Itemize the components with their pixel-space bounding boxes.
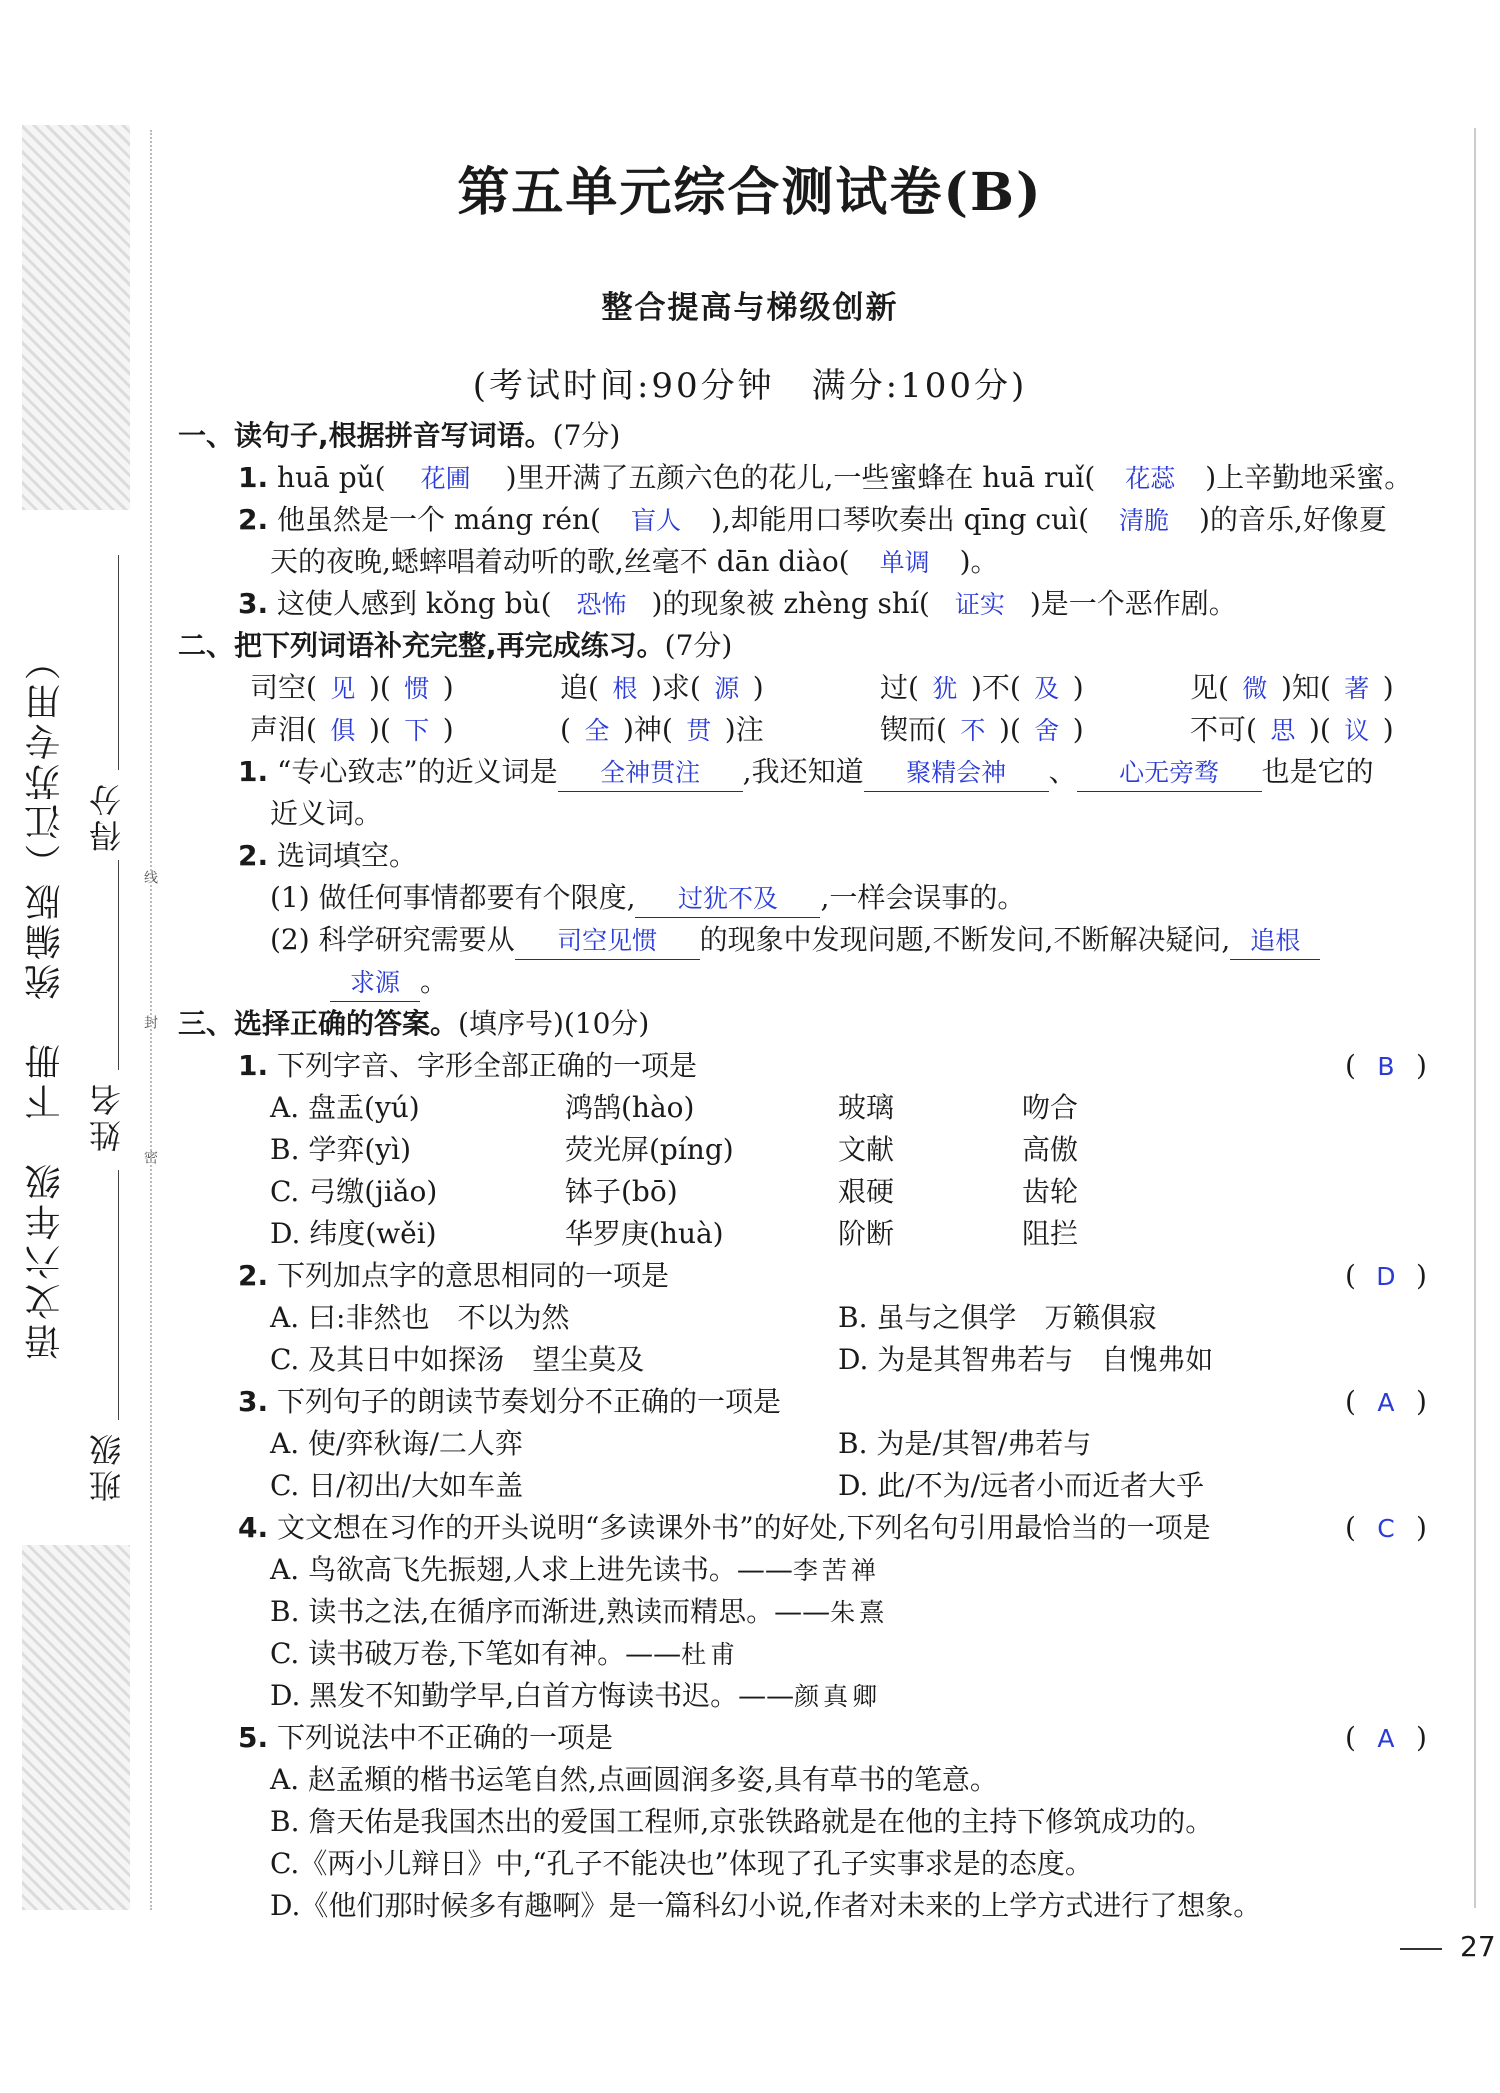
option-text: B. 读书之法,在循序而渐进,熟读而精思。—— xyxy=(270,1595,831,1628)
idiom-text: ) xyxy=(1072,671,1084,704)
section1-heading xyxy=(178,418,620,454)
section3-points: (填序号)(10分) xyxy=(458,1007,650,1040)
option-item: 荧光屏(píng) xyxy=(565,1133,734,1166)
idiom-answer[interactable]: 舍 xyxy=(1034,716,1060,745)
answer-field[interactable]: 盲人 xyxy=(630,506,681,535)
s1-q3 xyxy=(238,586,1237,623)
q-text: )。 xyxy=(959,545,999,578)
idiom-text: )( xyxy=(1308,713,1331,746)
sidebar-book-info: 语文六年级 下册 统编版（江苏专用） xyxy=(25,640,66,1360)
idiom-answer[interactable]: 见 xyxy=(330,674,356,703)
s3-q3-stem xyxy=(238,1384,781,1420)
q-text: )的音乐,好像夏 xyxy=(1199,503,1387,536)
option-item: 鸿鹄(hào) xyxy=(565,1091,695,1124)
option-item: 齿轮 xyxy=(1022,1175,1079,1208)
option-item: 玻璃 xyxy=(838,1091,895,1124)
q-number: 2. xyxy=(238,1259,269,1292)
q-text: ,一样会误事的。 xyxy=(820,881,1026,914)
option-d[interactable]: D. 为是其智弗若与 自愧弗如 xyxy=(838,1343,1214,1376)
option-c[interactable] xyxy=(270,1636,739,1673)
option-d[interactable]: D.《他们那时候多有趣啊》是一篇科幻小说,作者对未来的上学方式进行了想象。 xyxy=(270,1889,1262,1922)
q-text: )是一个恶作剧。 xyxy=(1029,587,1237,620)
idiom-text: ) xyxy=(1382,671,1394,704)
sidebar-class-label: 班级 xyxy=(88,1430,126,1502)
s2-q2-1 xyxy=(270,880,1025,918)
option-a[interactable]: A. 使/弈秋诲/二人弈 xyxy=(270,1427,523,1460)
page-title: 第五单元综合测试卷(B) xyxy=(457,162,1043,223)
q-number: 1. xyxy=(238,461,269,494)
bracket-close: ) xyxy=(1415,1049,1427,1082)
q-number: 3. xyxy=(238,587,269,620)
idiom-text: 锲而( xyxy=(880,713,947,746)
idiom-text: )注 xyxy=(724,713,764,746)
option-author: 颜真卿 xyxy=(794,1682,882,1711)
q-text: 这使人感到 kǒng bù( xyxy=(277,587,552,620)
option-item: 文献 xyxy=(838,1133,895,1166)
answer-blank[interactable]: 追根 xyxy=(1230,923,1320,960)
option-c[interactable]: C. 弓缴(jiǎo) xyxy=(270,1175,438,1208)
q-text: huā pǔ( xyxy=(277,461,386,494)
q-text: (1) 做任何事情都要有个限度, xyxy=(270,881,636,914)
s3-q4-answer xyxy=(1345,1510,1427,1547)
bracket-close: ) xyxy=(1415,1259,1427,1292)
bracket-open: ( xyxy=(1345,1721,1356,1754)
answer-blank[interactable]: 司空见惯 xyxy=(515,923,700,960)
option-a[interactable]: A. 盘盂(yú) xyxy=(270,1091,420,1124)
bracket-open: ( xyxy=(1345,1511,1356,1544)
s3-q4-stem xyxy=(238,1510,1211,1546)
answer-blank[interactable]: 全神贯注 xyxy=(558,755,743,792)
idiom-text: 不可( xyxy=(1190,713,1257,746)
idiom-text: 过( xyxy=(880,671,919,704)
q-text: 天的夜晚,蟋蟀唱着动听的歌,丝毫不 dān diào( xyxy=(270,545,850,578)
option-text: A. 鸟欲高飞先振翅,人求上进先读书。—— xyxy=(270,1553,793,1586)
q-text: 。 xyxy=(420,965,449,998)
idiom-answer[interactable]: 及 xyxy=(1034,674,1060,703)
s1-q2-cont xyxy=(270,544,999,581)
idiom-answer[interactable]: 俱 xyxy=(330,716,356,745)
answer-blank[interactable]: 心无旁骛 xyxy=(1077,755,1262,792)
answer-choice[interactable]: B xyxy=(1377,1052,1395,1081)
idiom-text: ) xyxy=(752,671,764,704)
idiom-item xyxy=(880,712,1084,749)
bracket-open: ( xyxy=(1345,1259,1356,1292)
s2-q2-2 xyxy=(270,922,1320,960)
option-d[interactable]: D. 此/不为/远者小而近者大乎 xyxy=(838,1469,1205,1502)
option-item: 阻拦 xyxy=(1022,1217,1079,1250)
idiom-text: ) xyxy=(442,671,454,704)
option-item: 阶断 xyxy=(838,1217,895,1250)
idiom-text: ) xyxy=(442,713,454,746)
idiom-text: 见( xyxy=(1190,671,1229,704)
idiom-item xyxy=(560,670,764,707)
sidebar-pattern-bottom xyxy=(22,1545,130,1910)
q-text: )的现象被 zhèng shí( xyxy=(651,587,930,620)
sidebar-name-label: 姓名 xyxy=(88,1080,126,1152)
idiom-item xyxy=(880,670,1084,707)
idiom-text: 追( xyxy=(560,671,599,704)
s2-q1 xyxy=(238,754,1374,792)
s3-q1-stem xyxy=(238,1048,697,1084)
idiom-answer[interactable]: 根 xyxy=(612,674,638,703)
page-subtitle: 整合提高与梯级创新 xyxy=(601,290,899,326)
idiom-answer[interactable]: 贯 xyxy=(686,716,712,745)
option-item: 艰硬 xyxy=(838,1175,895,1208)
idiom-item xyxy=(1190,670,1394,707)
section1-title: 一、读句子,根据拼音写词语。 xyxy=(178,419,553,452)
idiom-text: ) xyxy=(1382,713,1394,746)
option-c[interactable]: C. 及其日中如探汤 望尘莫及 xyxy=(270,1343,645,1376)
answer-choice[interactable]: A xyxy=(1377,1724,1395,1753)
idiom-answer[interactable]: 思 xyxy=(1270,716,1296,745)
option-author: 李苦禅 xyxy=(792,1556,880,1585)
answer-field[interactable]: 证实 xyxy=(954,590,1005,619)
option-item: 高傲 xyxy=(1022,1133,1079,1166)
bracket-close: ) xyxy=(1415,1385,1427,1418)
q-text: ,我还知道 xyxy=(742,755,864,788)
idiom-text: )( xyxy=(368,713,391,746)
idiom-text: )不( xyxy=(970,671,1021,704)
s3-q5-stem xyxy=(238,1720,613,1756)
s3-q1-answer xyxy=(1345,1048,1427,1085)
q-text: ),却能用口琴吹奏出 qīng cuì( xyxy=(710,503,1090,536)
s3-q2-answer xyxy=(1345,1258,1427,1295)
q-text: 下列加点字的意思相同的一项是 xyxy=(277,1259,670,1292)
option-b[interactable]: B. 学弈(yì) xyxy=(270,1133,411,1166)
bracket-close: ) xyxy=(1415,1721,1427,1754)
q-text: 、 xyxy=(1048,755,1077,788)
idiom-answer[interactable]: 议 xyxy=(1344,716,1370,745)
q-text: “专心致志”的近义词是 xyxy=(277,755,558,788)
option-item: 华罗庚(huà) xyxy=(565,1217,724,1250)
option-text: C. 读书破万卷,下笔如有神。—— xyxy=(270,1637,682,1670)
q-number: 2. xyxy=(238,503,269,536)
section3-heading xyxy=(178,1006,649,1042)
section1-points: (7分) xyxy=(552,419,621,452)
s3-q3-answer xyxy=(1345,1384,1427,1421)
s3-q5-answer xyxy=(1345,1720,1427,1757)
s1-q2 xyxy=(238,502,1387,539)
q-text: 也是它的 xyxy=(1261,755,1374,788)
option-item: 钵子(bō) xyxy=(565,1175,678,1208)
q-number: 1. xyxy=(238,1049,269,1082)
option-a[interactable]: A. 赵孟頫的楷书运笔自然,点画圆润多姿,具有草书的笔意。 xyxy=(270,1763,998,1796)
answer-choice[interactable]: D xyxy=(1376,1262,1396,1291)
section2-title: 二、把下列词语补充完整,再完成练习。 xyxy=(178,629,665,662)
answer-choice[interactable]: A xyxy=(1377,1388,1395,1417)
option-b[interactable] xyxy=(270,1594,888,1631)
q-number: 1. xyxy=(238,755,269,788)
answer-choice[interactable]: C xyxy=(1377,1514,1395,1543)
idiom-text: )( xyxy=(368,671,391,704)
idiom-item xyxy=(250,712,454,749)
idiom-answer[interactable]: 不 xyxy=(960,716,986,745)
q-text: 他虽然是一个 máng rén( xyxy=(277,503,601,536)
answer-field[interactable]: 花圃 xyxy=(420,464,471,493)
idiom-item xyxy=(250,670,454,707)
idiom-answer[interactable]: 下 xyxy=(404,716,430,745)
answer-field[interactable]: 单调 xyxy=(879,548,930,577)
q-text: 下列句子的朗读节奏划分不正确的一项是 xyxy=(277,1385,782,1418)
page-number: 27 xyxy=(1460,1930,1496,1963)
idiom-text: 声泪( xyxy=(250,713,317,746)
idiom-text: ( xyxy=(560,713,571,746)
option-d[interactable]: D. 纬度(wěi) xyxy=(270,1217,437,1250)
idiom-text: )知( xyxy=(1280,671,1331,704)
seal-mark-dense: 密 xyxy=(142,1150,158,1164)
q-text: )里开满了五颜六色的花儿,一些蜜蜂在 huā ruǐ( xyxy=(505,461,1096,494)
q-text: 的现象中发现问题,不断发问,不断解决疑问, xyxy=(699,923,1231,956)
idiom-item xyxy=(1190,712,1394,749)
idiom-text: )( xyxy=(998,713,1021,746)
s2-q1-cont: 近义词。 xyxy=(270,797,383,830)
idiom-text: )求( xyxy=(650,671,701,704)
option-c[interactable]: C. 日/初出/大如车盖 xyxy=(270,1469,524,1502)
option-b[interactable]: B. 为是/其智/弗若与 xyxy=(838,1427,1092,1460)
bracket-open: ( xyxy=(1345,1385,1356,1418)
option-a[interactable] xyxy=(270,1552,880,1589)
s2-q2-2-cont xyxy=(330,964,448,1002)
sidebar-score-label: 得分 xyxy=(88,780,126,852)
q-number: 4. xyxy=(238,1511,269,1544)
class-line xyxy=(118,1170,119,1420)
section3-title: 三、选择正确的答案。 xyxy=(178,1007,459,1040)
section2-points: (7分) xyxy=(664,629,733,662)
q-number: 3. xyxy=(238,1385,269,1418)
score-line xyxy=(118,555,119,770)
option-d[interactable] xyxy=(270,1678,881,1715)
option-b[interactable]: B. 虽与之俱学 万籁俱寂 xyxy=(838,1301,1157,1334)
q-text: )上辛勤地采蜜。 xyxy=(1205,461,1413,494)
option-author: 杜甫 xyxy=(681,1640,740,1669)
page-number-dash xyxy=(1400,1948,1442,1950)
q-text: 文文想在习作的开头说明“多读课外书”的好处,下列名句引用最恰当的一项是 xyxy=(277,1511,1211,1544)
option-author: 朱熹 xyxy=(830,1598,889,1627)
idiom-answer[interactable]: 犹 xyxy=(932,674,958,703)
option-text: D. 黑发不知勤学早,白首方悔读书迟。—— xyxy=(270,1679,795,1712)
idiom-answer[interactable]: 惯 xyxy=(404,674,430,703)
option-b[interactable]: B. 詹天佑是我国杰出的爱国工程师,京张铁路就是在他的主持下修筑成功的。 xyxy=(270,1805,1214,1838)
q-text: 下列说法中不正确的一项是 xyxy=(277,1721,614,1754)
option-a[interactable]: A. 曰:非然也 不以为然 xyxy=(270,1301,570,1334)
idiom-text: ) xyxy=(1072,713,1084,746)
option-c[interactable]: C.《两小儿辩日》中,“孔子不能决也”体现了孔子实事求是的态度。 xyxy=(270,1847,1093,1880)
idiom-answer[interactable]: 著 xyxy=(1344,674,1370,703)
q-text: 下列字音、字形全部正确的一项是 xyxy=(277,1049,698,1082)
seal-mark-line: 线 xyxy=(142,870,158,884)
section2-heading xyxy=(178,628,732,664)
name-line xyxy=(118,860,119,1070)
answer-blank[interactable]: 求源 xyxy=(330,965,420,1002)
s2-q2 xyxy=(238,838,417,874)
bracket-close: ) xyxy=(1415,1511,1427,1544)
idiom-text: 司空( xyxy=(250,671,317,704)
idiom-answer[interactable]: 微 xyxy=(1242,674,1268,703)
answer-field[interactable]: 花蕊 xyxy=(1125,464,1176,493)
idiom-answer[interactable]: 全 xyxy=(584,716,610,745)
answer-field[interactable]: 清脆 xyxy=(1119,506,1170,535)
answer-blank[interactable]: 过犹不及 xyxy=(635,881,820,918)
q-text: (2) 科学研究需要从 xyxy=(270,923,515,956)
q-number: 2. xyxy=(238,839,269,872)
answer-blank[interactable]: 聚精会神 xyxy=(864,755,1049,792)
bracket-open: ( xyxy=(1345,1049,1356,1082)
option-item: 吻合 xyxy=(1022,1091,1079,1124)
q-text: 选词填空。 xyxy=(277,839,418,872)
s1-q1 xyxy=(238,460,1412,497)
answer-field[interactable]: 恐怖 xyxy=(576,590,627,619)
seal-mark-seal: 封 xyxy=(142,1015,158,1029)
s3-q2-stem xyxy=(238,1258,669,1294)
idiom-text: )神( xyxy=(622,713,673,746)
idiom-item xyxy=(560,712,764,749)
q-number: 5. xyxy=(238,1721,269,1754)
exam-time-info: (考试时间:90分钟 满分:100分) xyxy=(472,366,1028,406)
idiom-answer[interactable]: 源 xyxy=(714,674,740,703)
